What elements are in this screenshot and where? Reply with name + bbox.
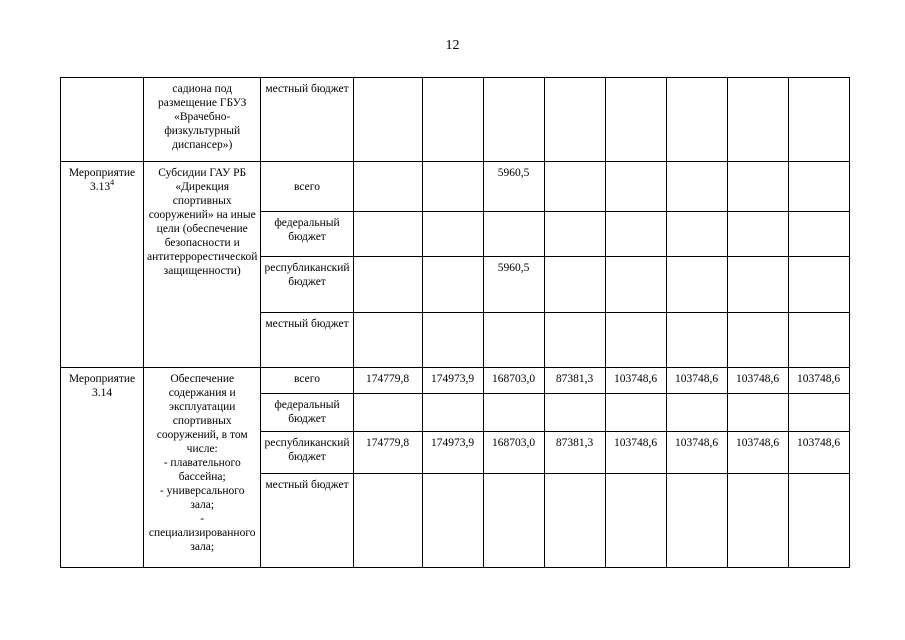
value-cell — [666, 257, 727, 313]
value-cell — [483, 212, 544, 257]
source-cell: федеральный бюджет — [261, 394, 353, 432]
value-cell — [422, 78, 483, 162]
value-cell — [788, 394, 849, 432]
value-cell: 103748,6 — [727, 368, 788, 394]
value-cell — [353, 212, 422, 257]
value-cell — [666, 394, 727, 432]
value-cell — [605, 394, 666, 432]
value-cell: 174973,9 — [422, 368, 483, 394]
page-number: 12 — [445, 38, 460, 53]
value-cell: 168703,0 — [483, 368, 544, 394]
value-cell — [353, 313, 422, 368]
value-cell: 174779,8 — [353, 368, 422, 394]
value-cell — [727, 162, 788, 212]
source-cell: республиканский бюджет — [261, 257, 353, 313]
source-cell: республиканский бюджет — [261, 432, 353, 474]
value-cell: 87381,3 — [544, 432, 605, 474]
source-cell: федеральный бюджет — [261, 212, 353, 257]
value-cell — [422, 162, 483, 212]
value-cell — [605, 162, 666, 212]
value-cell: 103748,6 — [788, 368, 849, 394]
value-cell — [544, 78, 605, 162]
value-cell — [544, 313, 605, 368]
table-row — [61, 162, 850, 212]
value-cell — [544, 474, 605, 568]
value-cell: 5960,5 — [483, 162, 544, 212]
source-cell: всего — [261, 162, 353, 212]
value-cell — [666, 313, 727, 368]
value-cell — [666, 474, 727, 568]
value-cell — [605, 257, 666, 313]
value-cell — [666, 212, 727, 257]
value-cell — [353, 394, 422, 432]
value-cell: 103748,6 — [605, 432, 666, 474]
value-cell — [483, 394, 544, 432]
value-cell — [544, 212, 605, 257]
value-cell — [353, 162, 422, 212]
value-cell — [727, 313, 788, 368]
table-row — [61, 78, 850, 162]
value-cell — [544, 394, 605, 432]
value-cell — [544, 257, 605, 313]
value-cell — [727, 394, 788, 432]
value-cell: 168703,0 — [483, 432, 544, 474]
table-row — [61, 368, 850, 394]
activity-cell: Мероприятие 3.14 — [61, 368, 144, 568]
activity-footnote: 4 — [110, 178, 115, 188]
value-cell — [727, 212, 788, 257]
value-cell — [605, 212, 666, 257]
value-cell: 174779,8 — [353, 432, 422, 474]
description-cell: Субсидии ГАУ РБ «Дирекция спортивных сооружений» на иные цели (обеспечение безопасности и антитеррорестической защищенности) — [144, 162, 261, 368]
value-cell — [605, 474, 666, 568]
value-cell — [353, 257, 422, 313]
value-cell — [353, 78, 422, 162]
value-cell — [353, 474, 422, 568]
value-cell — [727, 78, 788, 162]
value-cell — [788, 313, 849, 368]
value-cell — [788, 474, 849, 568]
value-cell — [422, 257, 483, 313]
value-cell: 103748,6 — [666, 368, 727, 394]
value-cell: 103748,6 — [727, 432, 788, 474]
value-cell — [788, 212, 849, 257]
value-cell — [788, 257, 849, 313]
activity-cell — [61, 162, 144, 368]
value-cell — [727, 474, 788, 568]
source-cell: местный бюджет — [261, 474, 353, 568]
activity-label: Мероприятие 3.13 — [68, 167, 136, 193]
value-cell — [666, 162, 727, 212]
value-cell — [422, 474, 483, 568]
source-cell: местный бюджет — [261, 313, 353, 368]
value-cell — [727, 257, 788, 313]
value-cell: 103748,6 — [788, 432, 849, 474]
source-cell: всего — [261, 368, 353, 394]
value-cell: 103748,6 — [605, 368, 666, 394]
value-cell — [788, 162, 849, 212]
value-cell — [422, 313, 483, 368]
value-cell — [422, 212, 483, 257]
value-cell — [544, 162, 605, 212]
budget-table — [60, 77, 850, 568]
value-cell: 103748,6 — [666, 432, 727, 474]
value-cell: 174973,9 — [422, 432, 483, 474]
value-cell — [788, 78, 849, 162]
description-cell: Обеспечение содержания и эксплуатации спортивных сооружений, в том числе: - плавательного бассейна; - универсального зала; - специализированного зала; — [144, 368, 261, 568]
value-cell — [666, 78, 727, 162]
description-cell: садиона под размещение ГБУЗ «Врачебно-физкультурный диспансер») — [144, 78, 261, 162]
value-cell — [605, 313, 666, 368]
source-cell: местный бюджет — [261, 78, 353, 162]
value-cell — [422, 394, 483, 432]
value-cell: 87381,3 — [544, 368, 605, 394]
value-cell — [483, 474, 544, 568]
value-cell — [483, 313, 544, 368]
value-cell — [483, 78, 544, 162]
value-cell — [605, 78, 666, 162]
value-cell: 5960,5 — [483, 257, 544, 313]
activity-cell — [61, 78, 144, 162]
